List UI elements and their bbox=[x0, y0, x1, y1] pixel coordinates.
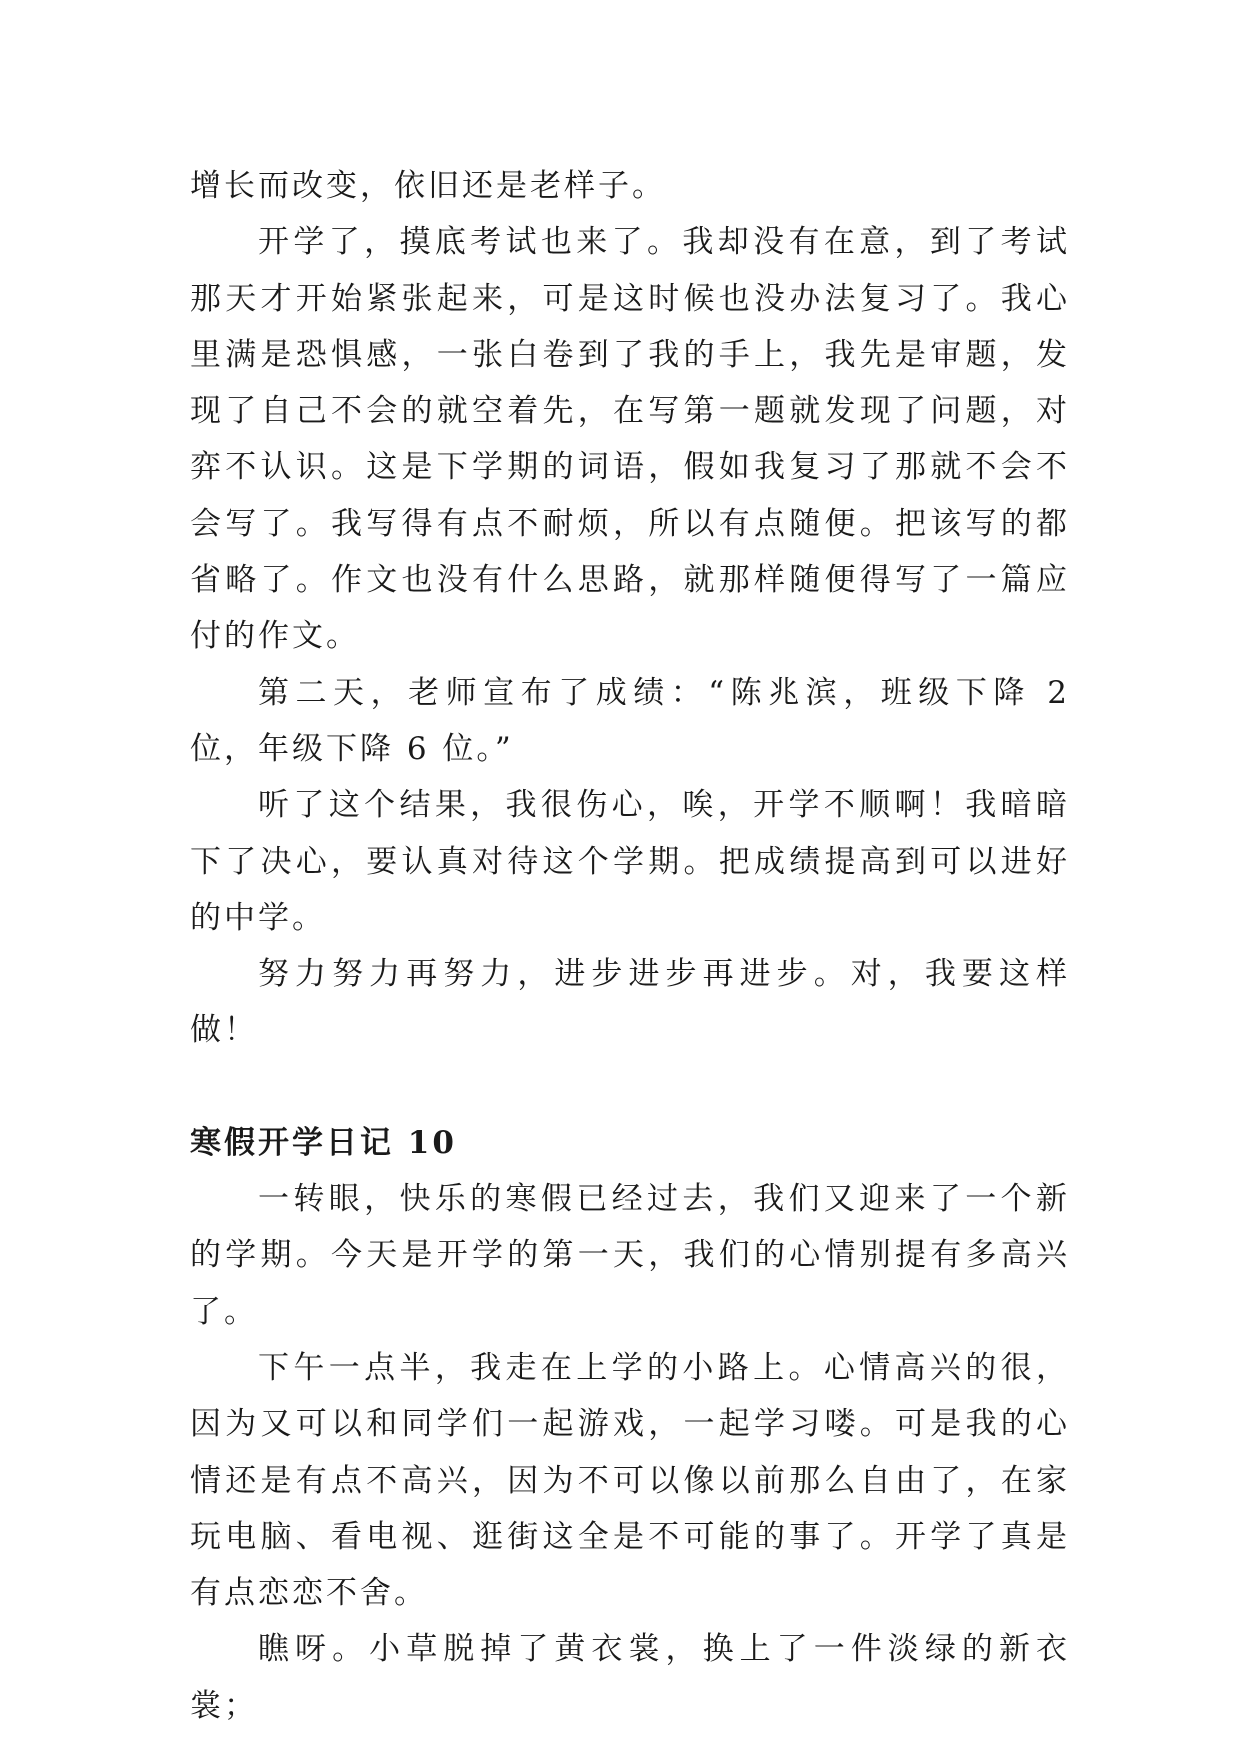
section-title: 寒假开学日记 10 bbox=[190, 1124, 457, 1161]
paragraph-6: 一转眼，快乐的寒假已经过去，我们又迎来了一个新的学期。今天是开学的第一天，我们的心情别提有多高兴了。 bbox=[190, 1181, 1070, 1330]
section-spacer bbox=[190, 1059, 1070, 1115]
paragraph-5: 努力努力再努力，进步进步再进步。对，我要这样做！ bbox=[190, 956, 1070, 1049]
paragraph-8: 瞧呀。小草脱掉了黄衣裳，换上了一件淡绿的新衣裳； bbox=[190, 1631, 1070, 1724]
document-body bbox=[190, 158, 1070, 1734]
paragraph-1: 增长而改变，依旧还是老样子。 bbox=[190, 168, 666, 204]
paragraph-7: 下午一点半，我走在上学的小路上。心情高兴的很，因为又可以和同学们一起游戏，一起学习喽。可是我的心情还是有点不高兴，因为不可以像以前那么自由了，在家玩电脑、看电视、逛街这全是不可能的事了。开学了真是有点恋恋不舍。 bbox=[190, 1349, 1070, 1612]
paragraph-4: 听了这个结果，我很伤心，唉，开学不顺啊！我暗暗下了决心，要认真对待这个学期。把成绩提高到可以进好的中学。 bbox=[190, 787, 1070, 936]
paragraph-3: 第二天，老师宣布了成绩：“陈兆滨，班级下降 2 位，年级下降 6 位。” bbox=[190, 674, 1070, 767]
paragraph-2: 开学了，摸底考试也来了。我却没有在意，到了考试那天才开始紧张起来，可是这时候也没办法复习了。我心里满是恐惧感，一张白卷到了我的手上，我先是审题，发现了自己不会的就空着先，在写第一题就发现了问题，对弈不认识。这是下学期的词语，假如我复习了那就不会不会写了。我写得有点不耐烦，所以有点随便。把该写的都省略了。作文也没有什么思路，就那样随便得写了一篇应付的作文。 bbox=[190, 224, 1070, 655]
